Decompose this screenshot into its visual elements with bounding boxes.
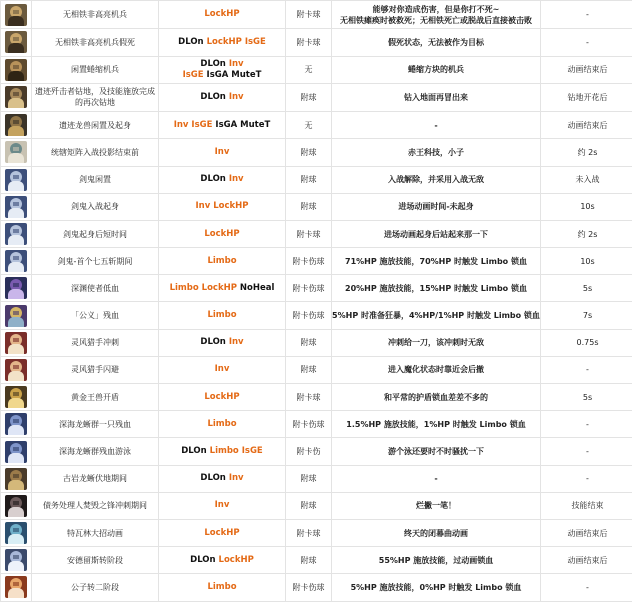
duration: 技能结束 — [541, 492, 632, 519]
duration: 动画结束后 — [541, 519, 632, 546]
status-tag: LockHP — [219, 555, 254, 565]
status-tag: Inv — [215, 500, 230, 510]
attach-type: 附球 — [286, 83, 332, 111]
attach-type: 附球 — [286, 492, 332, 519]
attach-type: 附卡伤球 — [286, 574, 332, 601]
portrait-cell — [1, 356, 32, 383]
attach-type: 附球 — [286, 193, 332, 220]
enemy-name: 古岩龙蜥伏地期间 — [32, 465, 159, 492]
enemy-name: 剑鬼起身后短时间 — [32, 220, 159, 247]
portrait-cell — [1, 220, 32, 247]
status-tags — [159, 139, 286, 166]
status-tags — [159, 574, 286, 601]
portrait-cell — [1, 112, 32, 139]
description: 20%HP 施放技能，15%HP 时触发 Limbo 锁血 — [332, 275, 541, 302]
character-icon — [5, 196, 27, 218]
status-tag: Inv — [229, 473, 244, 483]
description: 进入魔化状态时靠近会后撤 — [332, 356, 541, 383]
duration: - — [541, 574, 632, 601]
description: 终天的闭幕曲动画 — [332, 519, 541, 546]
portrait-cell — [1, 411, 32, 438]
attach-type: 附卡伤 — [286, 438, 332, 465]
table-row — [1, 411, 632, 438]
status-tags — [159, 356, 286, 383]
portrait-cell — [1, 465, 32, 492]
table-row — [1, 112, 632, 139]
table-row — [1, 220, 632, 247]
enemy-name: 无相铁非高亮机兵 — [32, 1, 159, 29]
attach-type: 附卡伤球 — [286, 302, 332, 329]
table-row — [1, 302, 632, 329]
attach-type: 附卡伤球 — [286, 248, 332, 275]
status-tags — [159, 220, 286, 247]
status-tag: Inv IsGE — [174, 120, 216, 130]
duration: 动画结束后 — [541, 112, 632, 139]
status-tags — [159, 83, 286, 111]
enemy-name: 剑鬼入战起身 — [32, 193, 159, 220]
table-row — [1, 275, 632, 302]
boss-icon — [5, 86, 27, 108]
attach-type: 附卡伤球 — [286, 411, 332, 438]
duration: 动画结束后 — [541, 56, 632, 83]
enemy-name: 公子转二阶段 — [32, 574, 159, 601]
status-tag: DLOn — [200, 473, 228, 483]
boss-icon — [5, 277, 27, 299]
status-tag: DLOn — [200, 337, 228, 347]
status-tags — [159, 302, 286, 329]
status-tags — [159, 29, 286, 56]
duration: 10s — [541, 248, 632, 275]
table-row — [1, 519, 632, 546]
portrait-cell — [1, 83, 32, 111]
attach-type: 无 — [286, 112, 332, 139]
status-tag: DLOn — [181, 446, 209, 456]
dragon-icon — [5, 441, 27, 463]
duration: - — [541, 356, 632, 383]
description: 1.5%HP 施放技能，1%HP 时触发 Limbo 锁血 — [332, 411, 541, 438]
duration: - — [541, 438, 632, 465]
description: 假死状态，无法被作为目标 — [332, 29, 541, 56]
status-tag: Inv — [215, 364, 230, 374]
status-tags — [159, 519, 286, 546]
status-tag: DLOn — [200, 59, 228, 69]
duration: 钻地开花后 — [541, 83, 632, 111]
duration: - — [541, 465, 632, 492]
enemy-name: 无相铁非高亮机兵假死 — [32, 29, 159, 56]
attach-type: 附球 — [286, 166, 332, 193]
description: - — [332, 112, 541, 139]
enemy-name: 债务处理人焚毁之锋冲刺期间 — [32, 492, 159, 519]
status-tag: Limbo — [207, 256, 236, 266]
character-icon — [5, 169, 27, 191]
description: 5%HP 时准备狂暴，4%HP/1%HP 时触发 Limbo 锁血 — [332, 302, 541, 329]
dragon-icon — [5, 413, 27, 435]
status-tags — [159, 248, 286, 275]
description: 入战解除，并采用入战无敌 — [332, 166, 541, 193]
mech-icon — [5, 468, 27, 490]
table-row — [1, 356, 632, 383]
status-tags — [159, 275, 286, 302]
table-row — [1, 492, 632, 519]
status-tag: LockHP — [204, 528, 239, 538]
table-row — [1, 547, 632, 574]
portrait-cell — [1, 1, 32, 29]
mech-icon — [5, 4, 27, 26]
table-row — [1, 166, 632, 193]
status-tag: Inv — [229, 59, 244, 69]
status-tag: LockHP IsGE — [207, 37, 266, 47]
enemy-name: 特瓦林大招动画 — [32, 519, 159, 546]
table-row — [1, 465, 632, 492]
duration: 5s — [541, 384, 632, 411]
enemy-name: 黄金王兽开盾 — [32, 384, 159, 411]
status-tag: NoHeal — [240, 283, 274, 293]
mech-icon — [5, 31, 27, 53]
portrait-cell — [1, 275, 32, 302]
table-row — [1, 139, 632, 166]
status-tags — [159, 112, 286, 139]
duration: - — [541, 411, 632, 438]
duration: - — [541, 29, 632, 56]
duration: 约 2s — [541, 139, 632, 166]
status-tags — [159, 56, 286, 83]
description: 5%HP 施放技能，0%HP 时触发 Limbo 锁血 — [332, 574, 541, 601]
enemy-name: 遗迹龙兽闲置及起身 — [32, 112, 159, 139]
status-tag: LockHP — [204, 229, 239, 239]
attach-type: 无 — [286, 56, 332, 83]
attach-type: 附球 — [286, 329, 332, 356]
table-row — [1, 193, 632, 220]
character-icon — [5, 250, 27, 272]
status-tag: DLOn — [200, 174, 228, 184]
portrait-cell — [1, 519, 32, 546]
status-tags — [159, 1, 286, 29]
status-tag: Limbo — [207, 310, 236, 320]
description: 蜷缩方块的机兵 — [332, 56, 541, 83]
table-row — [1, 384, 632, 411]
portrait-cell — [1, 139, 32, 166]
duration: 10s — [541, 193, 632, 220]
status-tag: Limbo — [207, 419, 236, 429]
portrait-cell — [1, 438, 32, 465]
status-tags — [159, 166, 286, 193]
description: 钻入地面再冒出来 — [332, 83, 541, 111]
table-row — [1, 1, 632, 29]
status-tag: Inv — [229, 337, 244, 347]
portrait-cell — [1, 547, 32, 574]
boss-icon — [5, 386, 27, 408]
status-tags — [159, 547, 286, 574]
character-icon — [5, 332, 27, 354]
table-row — [1, 438, 632, 465]
table-row — [1, 56, 632, 83]
duration: 5s — [541, 275, 632, 302]
table-row — [1, 574, 632, 601]
portrait-cell — [1, 302, 32, 329]
portrait-cell — [1, 29, 32, 56]
status-tags — [159, 411, 286, 438]
dragon-icon — [5, 114, 27, 136]
character-icon — [5, 549, 27, 571]
status-tag: Inv — [229, 92, 244, 102]
enemy-name: 深海龙蜥群一只残血 — [32, 411, 159, 438]
portrait-cell — [1, 574, 32, 601]
duration: 7s — [541, 302, 632, 329]
character-icon — [5, 495, 27, 517]
table-row — [1, 248, 632, 275]
enemy-name: 灵风猎手闪避 — [32, 356, 159, 383]
enemy-name: 安德留斯转阶段 — [32, 547, 159, 574]
status-tag: IsGE — [183, 70, 207, 80]
enemy-name: 剑鬼闲置 — [32, 166, 159, 193]
character-icon — [5, 223, 27, 245]
portrait-cell — [1, 329, 32, 356]
attach-type: 附球 — [286, 356, 332, 383]
status-tags — [159, 329, 286, 356]
portrait-cell — [1, 248, 32, 275]
status-tag: Limbo IsGE — [210, 446, 263, 456]
table-row — [1, 83, 632, 111]
description: - — [332, 465, 541, 492]
description: 能够对你造成伤害，但是你打不死~ 无相铁瘫痪时被救死；无相铁死亡或脱战后直接被击败 — [332, 1, 541, 29]
attach-type: 附卡球 — [286, 384, 332, 411]
duration: 未入战 — [541, 166, 632, 193]
enemy-name: 遗迹歼击者钻地，及技能施放完成的再次钻地 — [32, 83, 159, 111]
duration: 约 2s — [541, 220, 632, 247]
status-tag: DLOn — [190, 555, 218, 565]
status-tag: IsGA MuteT — [215, 120, 270, 130]
enemy-name: 灵风猎手冲刺 — [32, 329, 159, 356]
portrait-cell — [1, 384, 32, 411]
description: 游个泳还要时不时骚扰一下 — [332, 438, 541, 465]
attach-type: 附卡伤球 — [286, 275, 332, 302]
attach-type: 附卡球 — [286, 519, 332, 546]
status-tag: DLOn — [200, 92, 228, 102]
description: 烂撇一笔！ — [332, 492, 541, 519]
status-tags — [159, 465, 286, 492]
attach-type: 附卡球 — [286, 29, 332, 56]
mech-icon — [5, 59, 27, 81]
attach-type: 附球 — [286, 139, 332, 166]
attach-type: 附球 — [286, 547, 332, 574]
attach-type: 附卡球 — [286, 220, 332, 247]
enemy-name: 剑鬼-首个七五斩期间 — [32, 248, 159, 275]
status-tags — [159, 384, 286, 411]
duration: - — [541, 1, 632, 29]
character-icon — [5, 359, 27, 381]
duration: 动画结束后 — [541, 547, 632, 574]
status-tags — [159, 193, 286, 220]
duration: 0.75s — [541, 329, 632, 356]
dragon-icon — [5, 522, 27, 544]
table-row — [1, 329, 632, 356]
status-tag: LockHP — [204, 9, 239, 19]
description: 赤王科技，小子 — [332, 139, 541, 166]
enemy-name: 「公义」残血 — [32, 302, 159, 329]
status-tag: Inv LockHP — [195, 201, 248, 211]
enemy-name: 统辖矩阵入战投影结束前 — [32, 139, 159, 166]
portrait-cell — [1, 492, 32, 519]
portrait-cell — [1, 56, 32, 83]
description: 71%HP 施放技能，70%HP 时触发 Limbo 锁血 — [332, 248, 541, 275]
table-row — [1, 29, 632, 56]
status-tags — [159, 438, 286, 465]
status-tag: Limbo LockHP — [170, 283, 240, 293]
character-icon — [5, 141, 27, 163]
portrait-cell — [1, 166, 32, 193]
enemy-name: 深海龙蜥群残血游泳 — [32, 438, 159, 465]
enemy-name: 深渊使者低血 — [32, 275, 159, 302]
description: 55%HP 施放技能，过动画锁血 — [332, 547, 541, 574]
enemy-name: 闲置蜷缩机兵 — [32, 56, 159, 83]
status-tag: LockHP — [204, 392, 239, 402]
character-icon — [5, 576, 27, 598]
status-tag: Limbo — [207, 582, 236, 592]
description: 进场动画起身后站起来那一下 — [332, 220, 541, 247]
status-tag: IsGA MuteT — [207, 70, 262, 80]
portrait-cell — [1, 193, 32, 220]
status-tags — [159, 492, 286, 519]
boss-icon — [5, 305, 27, 327]
status-tag: Inv — [215, 147, 230, 157]
description: 冲刺给一刀，该冲刺时无敌 — [332, 329, 541, 356]
status-tag: Inv — [229, 174, 244, 184]
attach-type: 附球 — [286, 465, 332, 492]
attach-type: 附卡球 — [286, 1, 332, 29]
status-tag: DLOn — [178, 37, 206, 47]
description: 和平常的护盾锁血差差不多的 — [332, 384, 541, 411]
description: 进场动画时间-未起身 — [332, 193, 541, 220]
